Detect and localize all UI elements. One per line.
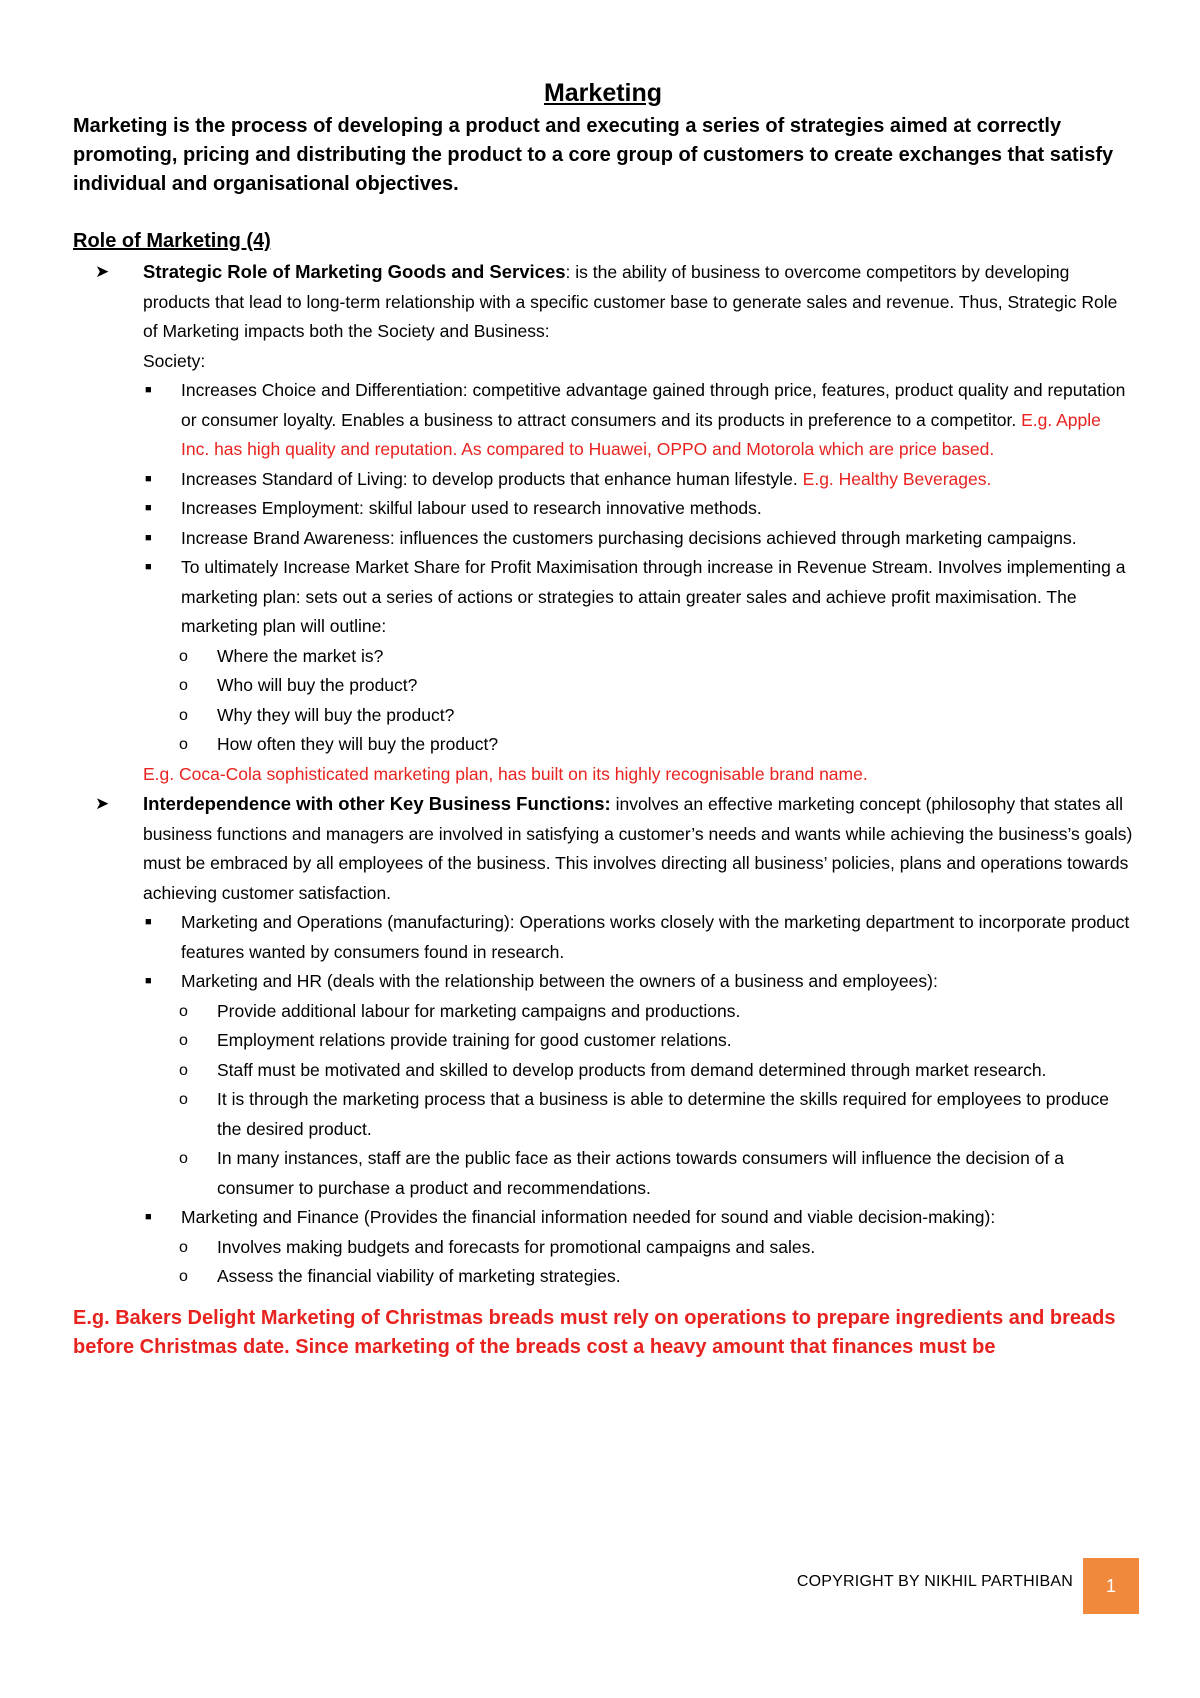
circle-bullet-icon: o	[179, 1032, 188, 1049]
square-bullet-icon: ■	[145, 975, 152, 987]
square-bullet-icon: ■	[145, 1211, 152, 1223]
circle-bullet-icon: o	[179, 736, 188, 753]
interdependence-body: involves an effective marketing concept (philosophy that states all business functions and managers are involved in satisfying a customer’s needs and wants while achieving the business’s goals) must be embraced by all employees of the business. This involves directing all business’ policies, plans and operations towards achieving customer satisfaction.	[143, 794, 1133, 903]
circle-bullet-icon: o	[179, 1268, 188, 1285]
strategic-example: E.g. Coca-Cola sophisticated marketing plan, has built on its highly recognisable brand name.	[143, 763, 868, 784]
circle-bullet-icon: o	[179, 1091, 188, 1108]
hr-text: Marketing and HR (deals with the relationship between the owners of a business and employees):	[181, 971, 938, 991]
list-item	[143, 967, 1133, 1203]
list-item	[143, 1056, 1133, 1086]
hr-point: Provide additional labour for marketing campaigns and productions.	[217, 1000, 741, 1021]
list-item	[143, 642, 1133, 672]
page-number-badge: 1	[1083, 1558, 1139, 1614]
example-text: E.g. Healthy Beverages.	[802, 468, 992, 489]
circle-bullet-icon: o	[179, 677, 188, 694]
arrowhead-bullet-icon: ➤	[95, 262, 110, 281]
hr-point: It is through the marketing process that a business is able to determine the skills required for employees to produce the desired product.	[217, 1089, 1109, 1139]
copyright-text: COPYRIGHT BY NIKHIL PARTHIBAN	[796, 1573, 1073, 1590]
plan-question: Who will buy the product?	[217, 675, 418, 695]
society-label: Society:	[143, 350, 206, 371]
circle-bullet-icon: o	[179, 1061, 188, 1079]
role-list	[73, 257, 1133, 1292]
circle-bullet-icon: o	[179, 647, 188, 665]
hr-points-list	[181, 997, 1133, 1204]
section-heading: Role of Marketing (4)	[73, 230, 271, 252]
list-item	[143, 1144, 1133, 1203]
circle-bullet-icon: o	[179, 1150, 188, 1167]
list-item	[143, 1262, 1133, 1292]
hr-point: Employment relations provide training for good customer relations.	[217, 1030, 732, 1050]
interdependence-item	[73, 789, 1133, 1292]
list-item	[143, 671, 1133, 701]
finance-text: Marketing and Finance (Provides the financial information needed for sound and viable decision-making):	[181, 1207, 996, 1227]
finance-points-list	[181, 1233, 1133, 1292]
list-item	[143, 494, 1133, 524]
list-item	[143, 465, 1133, 495]
list-item-text: Increases Employment: skilful labour used to research innovative methods.	[181, 498, 762, 518]
arrowhead-bullet-icon: ➤	[95, 794, 110, 813]
strategic-role-lead: Strategic Role of Marketing Goods and Services	[143, 261, 566, 282]
list-item-text: Increases Choice and Differentiation: competitive advantage gained through price, features, product quality and reputation or consumer loyalty. Enables a business to attract consumers and its products in preference to a competitor.	[181, 380, 1126, 430]
list-item	[143, 553, 1133, 760]
interdependence-lead: Interdependence with other Key Business Functions:	[143, 793, 611, 814]
list-item	[143, 1026, 1133, 1056]
square-bullet-icon: ■	[145, 561, 152, 573]
hr-point: Staff must be motivated and skilled to develop products from demand determined through market research.	[217, 1059, 1047, 1080]
plan-question: How often they will buy the product?	[217, 734, 499, 754]
finance-point: Involves making budgets and forecasts for promotional campaigns and sales.	[217, 1236, 816, 1257]
closing-example: E.g. Bakers Delight Marketing of Christmas breads must rely on operations to prepare ingredients and breads before Christmas date. Since marketing of the breads cost a heavy amount that finances must be	[73, 1306, 1116, 1358]
list-item-text: Increase Brand Awareness: influences the customers purchasing decisions achieved through marketing campaigns.	[181, 527, 1077, 548]
list-item-text: To ultimately Increase Market Share for Profit Maximisation through increase in Revenue Stream. Involves implementing a marketing plan: sets out a series of actions or strategies to attain greater sales and achieve profit maximisation. The marketing plan will outline:	[181, 557, 1126, 636]
society-list	[143, 376, 1133, 760]
square-bullet-icon: ■	[145, 916, 152, 928]
operations-text: Marketing and Operations (manufacturing): Operations works closely with the marketing department to incorporate product features wanted by consumers found in research.	[181, 912, 1130, 962]
hr-point: In many instances, staff are the public face as their actions towards consumers will influence the decision of a consumer to purchase a product and recommendations.	[217, 1148, 1064, 1198]
strategic-role-item	[73, 257, 1133, 789]
example-text: E.g. Apple Inc. has high quality and reputation. As compared to Huawei, OPPO and Motorola which are price based.	[181, 409, 1101, 459]
square-bullet-icon: ■	[145, 531, 152, 544]
list-item	[143, 997, 1133, 1027]
square-bullet-icon: ■	[145, 384, 152, 396]
page-title: Marketing	[543, 79, 663, 107]
list-item	[143, 730, 1133, 760]
list-item	[143, 1085, 1133, 1144]
plan-questions-list	[181, 642, 1133, 760]
list-item	[143, 376, 1133, 465]
square-bullet-icon: ■	[145, 472, 152, 485]
list-item	[143, 1203, 1133, 1292]
circle-bullet-icon: o	[179, 706, 188, 724]
strategic-role-body: : is the ability of business to overcome competitors by developing products that lead to long-term relationship with a specific customer base to generate sales and revenue. Thus, Strategic Role of Marketing impacts both the Society and Business:	[143, 262, 1118, 341]
list-item	[143, 1233, 1133, 1263]
list-item-text: Increases Standard of Living: to develop products that enhance human lifestyle.	[181, 468, 798, 489]
plan-question: Where the market is?	[217, 645, 384, 666]
list-item	[143, 701, 1133, 731]
functions-list	[143, 908, 1133, 1292]
page-content	[73, 78, 1133, 1362]
plan-question: Why they will buy the product?	[217, 704, 455, 725]
circle-bullet-icon: o	[179, 1238, 188, 1256]
finance-point: Assess the financial viability of marketing strategies.	[217, 1266, 621, 1286]
page-footer	[0, 1558, 1200, 1614]
intro-paragraph: Marketing is the process of developing a product and executing a series of strategies aimed at correctly promoting, pricing and distributing the product to a core group of customers to create exchanges that satisfy individual and organisational objectives.	[73, 115, 1114, 195]
list-item	[143, 908, 1133, 967]
square-bullet-icon: ■	[145, 502, 152, 514]
circle-bullet-icon: o	[179, 1002, 188, 1020]
list-item	[143, 524, 1133, 554]
